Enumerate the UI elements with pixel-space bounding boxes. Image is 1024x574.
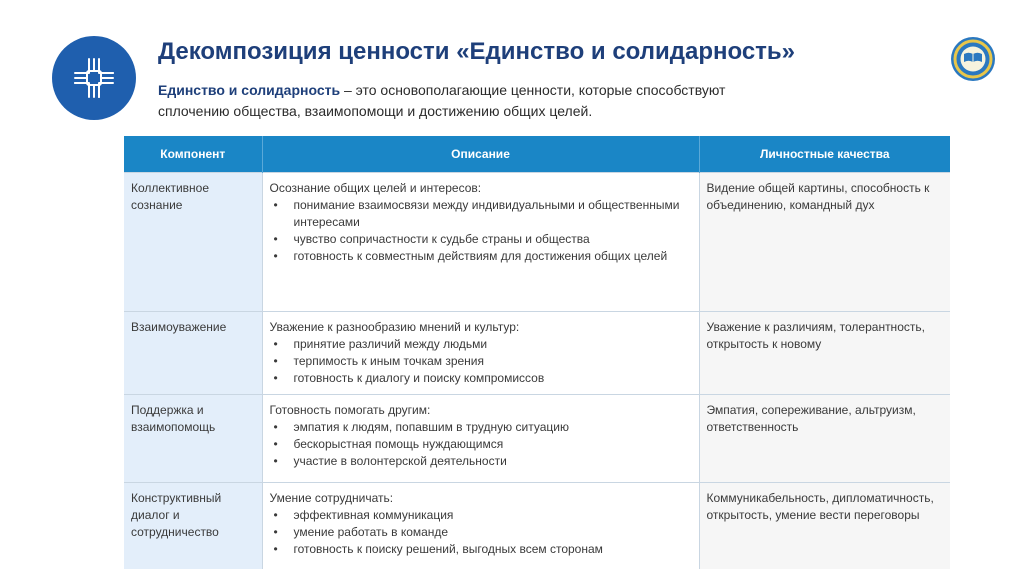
list-item: • терпимость к иным точкам зрения	[290, 353, 693, 370]
description-intro: Уважение к разнообразию мнений и культур:	[269, 320, 520, 334]
description-intro: Умение сотрудничать:	[269, 491, 394, 505]
list-item: • готовность к диалогу и поиску компромиссов	[290, 370, 693, 387]
qualities-cell: Эмпатия, сопереживание, альтруизм, ответственность	[699, 395, 950, 483]
qualities-cell: Коммуникабельность, дипломатичность, открытость, умение вести переговоры	[699, 483, 950, 569]
description-list	[270, 336, 693, 387]
component-cell: Поддержка и взаимопомощь	[124, 395, 262, 483]
logo-badge	[52, 36, 136, 120]
page-subtitle	[158, 80, 798, 122]
description-cell	[262, 312, 699, 395]
page-title: Декомпозиция ценности «Единство и солидарность»	[158, 38, 796, 65]
description-list	[270, 197, 693, 265]
header-component: Компонент	[124, 136, 262, 173]
description-cell	[262, 483, 699, 569]
list-item: • эмпатия к людям, попавшим в трудную ситуацию	[290, 419, 693, 436]
table-header-row	[124, 136, 950, 173]
table-row	[124, 395, 950, 483]
qualities-cell: Уважение к различиям, толерантность, открытость к новому	[699, 312, 950, 395]
list-item: • эффективная коммуникация	[290, 507, 693, 524]
list-item: • готовность к совместным действиям для достижения общих целей	[290, 248, 693, 265]
component-cell: Конструктивный диалог и сотрудничество	[124, 483, 262, 569]
book-emblem-icon	[953, 39, 993, 79]
list-item: • участие в волонтерской деятельности	[290, 453, 693, 470]
component-cell: Коллективное сознание	[124, 173, 262, 312]
table-row	[124, 173, 950, 312]
qualities-cell: Видение общей картины, способность к объединению, командный дух	[699, 173, 950, 312]
decomposition-table	[124, 136, 950, 569]
list-item: • принятие различий между людьми	[290, 336, 693, 353]
description-list	[270, 419, 693, 470]
list-item: • умение работать в команде	[290, 524, 693, 541]
list-item: • понимание взаимосвязи между индивидуальными и общественными интересами	[290, 197, 693, 231]
description-list	[270, 507, 693, 558]
header-description: Описание	[262, 136, 699, 173]
joined-hands-icon	[67, 51, 121, 105]
component-cell: Взаимоуважение	[124, 312, 262, 395]
table-row	[124, 483, 950, 569]
list-item: • готовность к поиску решений, выгодных всем сторонам	[290, 541, 693, 558]
description-cell	[262, 395, 699, 483]
description-intro: Осознание общих целей и интересов:	[269, 181, 482, 195]
list-item: • бескорыстная помощь нуждающимся	[290, 436, 693, 453]
emblem-badge	[951, 37, 995, 81]
description-cell	[262, 173, 699, 312]
header-qualities: Личностные качества	[699, 136, 950, 173]
description-intro: Готовность помогать другим:	[269, 403, 431, 417]
table-row	[124, 312, 950, 395]
list-item: • чувство сопричастности к судьбе страны и общества	[290, 231, 693, 248]
subtitle-term: Единство и солидарность	[158, 82, 341, 98]
subtitle-definition: – это основополагающие ценности, которые способствуют сплочению общества, взаимопомощи и достижению общих целей.	[158, 82, 726, 119]
